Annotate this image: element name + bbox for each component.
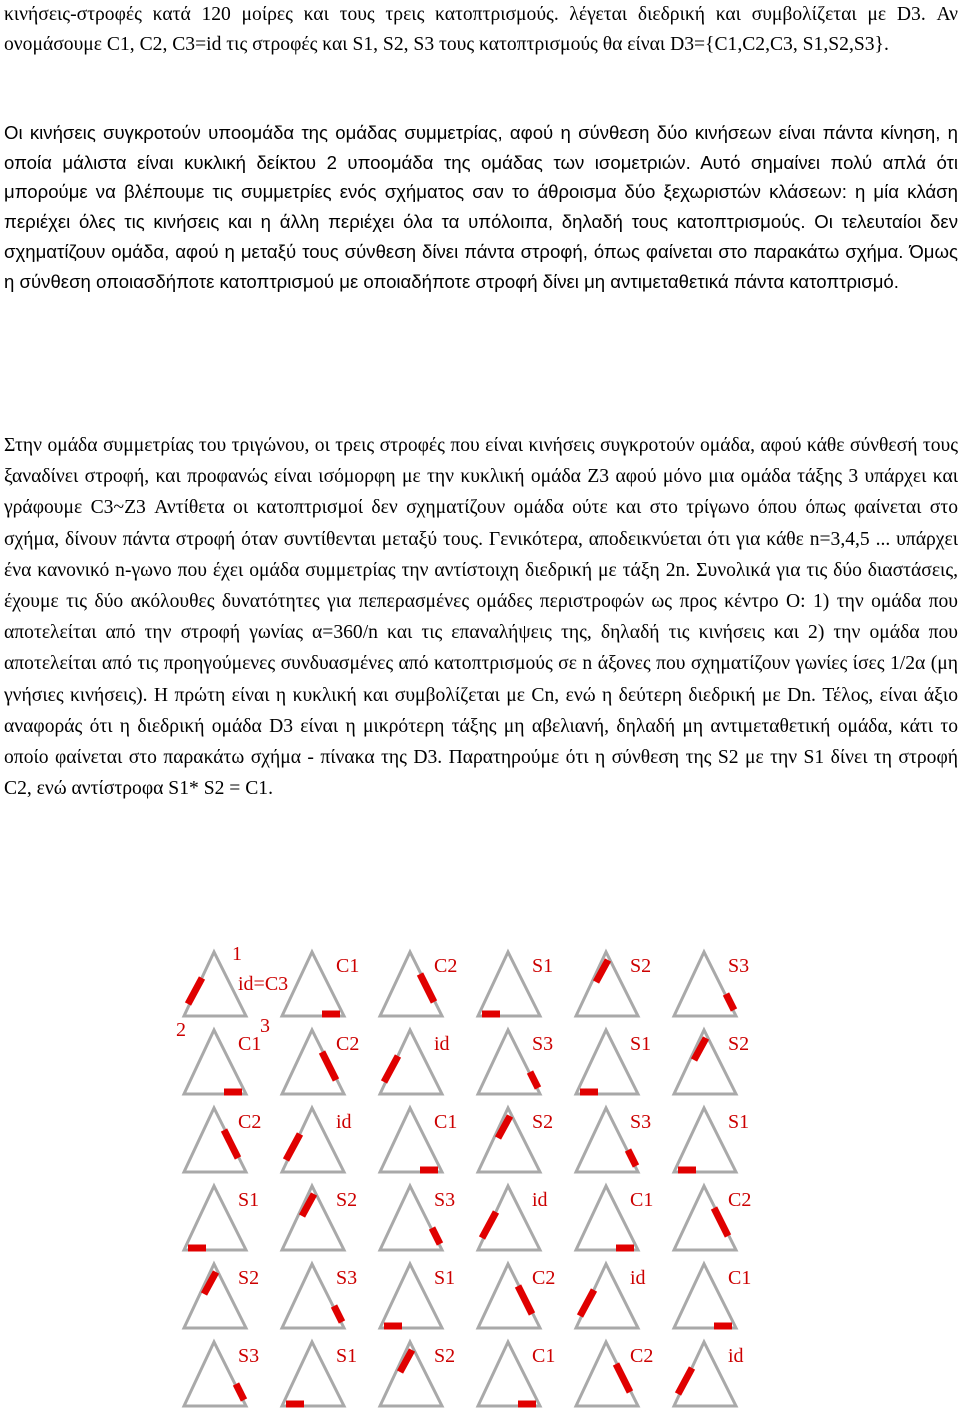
- table-cell-triangle: [282, 1264, 344, 1328]
- table-cell-label: id: [336, 1111, 352, 1133]
- table-cell-label: S2: [728, 1033, 750, 1055]
- table-cell-label: C2: [630, 1345, 654, 1367]
- table-cell-label: C1: [434, 1111, 458, 1133]
- table-cell-label: S3: [434, 1189, 456, 1211]
- table-cell-label: C1: [532, 1345, 556, 1367]
- paragraph-intro: κινήσεις-στροφές κατά 120 μοίρες και τους τρεις κατοπτρισμούς. λέγεται διεδρική και συμβολίζεται με D3. Αν ονομάσουμε C1, C2, C3=id τις στροφές και S1, S2, S3 τους κατοπτρισμούς θα είναι D3={C1,C2,C3, S1,S2,S3}.: [4, 4, 958, 55]
- table-cell-triangle: [674, 1264, 736, 1328]
- header-col-cell-label: C1: [238, 1033, 262, 1055]
- table-cell-label: S3: [532, 1033, 554, 1055]
- header-row-cell-triangle: [380, 952, 442, 1016]
- table-cell-triangle: [478, 1342, 540, 1406]
- table-cell-label: S1: [336, 1345, 358, 1367]
- table-cell-triangle: [576, 1030, 638, 1094]
- header-col-cell-label: S1: [238, 1189, 260, 1211]
- paragraph-triangle-group: Στην ομάδα συμμετρίας του τριγώνου, οι τρεις στροφές που είναι κινήσεις συγκροτούν ομάδα, αφού κάθε σύνθεσή τους ξαναδίνει στροφή, και προφανώς είναι ισόμορφη με την κυκλική ομάδα Z3 αφού μόνο μια ομάδα τάξης 3 υπάρχει και γράφουμε C3~Z3 Αντίθετα οι κατοπτρισμοί δεν σχηματίζουν ομάδα ούτε και στο τρίγωνο όπου όπως φαίνεται στο σχήμα, δίνουν πάντα στροφή όταν συντίθενται μεταξύ τους. Γενικότερα, αποδεικνύεται ότι για κάθε n=3,4,5 ... υπάρχει ένα κανονικό n-γωνο που έχει ομάδα συμμετρίας την αντίστοιχη διεδρική με τάξη 2n. Συνολικά για τις δύο διαστάσεις, έχουμε τις δύο ακόλουθες δυνατότητες για πεπερασμένες ομάδες περιστροφών ως προς κέντρο O: 1) την ομάδα που αποτελείται από την στροφή γωνίας α=360/n και τις επαναλήψεις της, δηλαδή τις κινήσεις και 2) την ομάδα που αποτελείται από τις προηγούμενες συνδυασμένες από κατοπτρισμούς σε n άξονες που σχηματίζουν γωνίες ίσες 1/2α (μη γνήσιες κινήσεις). Η πρώτη είναι η κυκλική και συμβολίζεται με Cn, ενώ η δεύτερη διεδρική με Dn. Τέλος, είναι άξιο αναφοράς ότι η διεδρική ομάδα D3 είναι η μικρότερη τάξης μη αβελιανή, δηλαδή μη αντιμεταθετική ομάδα, κάτι το οποίο φαίνεται στο παρακάτω σχήμα - πίνακα της D3. Παρατηρούμε ότι η σύνθεση της S2 με την S1 δίνει τη στροφή C2, ενώ αντίστροφα S1* S2 = C1.: [4, 435, 958, 800]
- header-row-cell-label: S3: [728, 955, 750, 977]
- table-cell-triangle: [576, 1186, 638, 1250]
- header-row-cell-triangle: [674, 952, 736, 1016]
- table-cell-triangle: [674, 1108, 736, 1172]
- table-cell-label: id: [728, 1345, 744, 1367]
- table-cell-label: id: [532, 1189, 548, 1211]
- header-col-cell-label: S3: [238, 1345, 260, 1367]
- table-cell-triangle: [674, 1342, 736, 1406]
- table-cell-label: S2: [532, 1111, 554, 1133]
- header-col-cell-triangle: [184, 1030, 246, 1094]
- table-cell-triangle: [282, 1030, 344, 1094]
- header-col-cell-triangle: [184, 1108, 246, 1172]
- table-cell-label: S1: [728, 1111, 750, 1133]
- table-cell-label: S3: [336, 1267, 358, 1289]
- table-cell-label: id: [434, 1033, 450, 1055]
- table-cell-label: C2: [728, 1189, 752, 1211]
- table-cell-label: S1: [630, 1033, 652, 1055]
- header-col-cell-label: C2: [238, 1111, 262, 1133]
- header-row-cell-label: S1: [532, 955, 554, 977]
- table-cell-triangle: [478, 1030, 540, 1094]
- paragraph-subgroups: Οι κινήσεις συγκροτούν υποομάδα της ομάδας συμμετρίας, αφού η σύνθεση δύο κινήσεων είναι πάντα κίνηση, η οποία μάλιστα είναι κυκλική δείκτου 2 υποομάδα της ομάδας των ισομετριών. Αυτό σημαίνει πολύ απλά ότι μπορούμε να βλέπουμε τις συμμετρίες ενός σχήματος σαν το άθροισμα δύο ξεχωριστών κλάσεων: η μία κλάση περιέχει όλες τις κινήσεις και η άλλη περιέχει όλα τα υπόλοιπα, δηλαδή τους κατοπτρισμούς. Οι τελευταίοι δεν σχηματίζουν ομάδα, αφού η μεταξύ τους σύνθεση δίνει πάντα στροφή, όπως φαίνεται στο παρακάτω σχήμα. Όμως η σύνθεση οποιασδήποτε κατοπτρισμού με οποιαδήποτε στροφή δίνει μη αντιμεταθετικά πάντα κατοπτρισμό.: [4, 122, 958, 292]
- header-col-cell-label: S2: [238, 1267, 260, 1289]
- table-cell-label: C1: [630, 1189, 654, 1211]
- corner-cell-label: id=C3: [238, 973, 289, 995]
- header-row-cell-label: S2: [630, 955, 652, 977]
- table-cell-label: C1: [728, 1267, 752, 1289]
- header-col-cell-triangle: [184, 1186, 246, 1250]
- table-cell-label: C2: [532, 1267, 556, 1289]
- vertex-label-1: 1: [232, 943, 242, 965]
- header-col-cell-triangle: [184, 1342, 246, 1406]
- table-cell-triangle: [282, 1108, 344, 1172]
- header-row-cell-label: C1: [336, 955, 360, 977]
- table-cell-label: S2: [434, 1345, 456, 1367]
- vertex-label-3: 3: [260, 1015, 270, 1037]
- table-cell-triangle: [576, 1108, 638, 1172]
- table-cell-triangle: [282, 1342, 344, 1406]
- table-cell-label: id: [630, 1267, 646, 1289]
- table-cell-triangle: [576, 1342, 638, 1406]
- table-cell-label: S1: [434, 1267, 456, 1289]
- table-cell-label: S3: [630, 1111, 652, 1133]
- header-row-cell-label: C2: [434, 955, 458, 977]
- header-row-cell-triangle: [478, 952, 540, 1016]
- table-cell-triangle: [380, 1030, 442, 1094]
- table-cell-label: C2: [336, 1033, 360, 1055]
- table-cell-triangle: [478, 1186, 540, 1250]
- table-cell-triangle: [380, 1108, 442, 1172]
- table-cell-triangle: [478, 1264, 540, 1328]
- table-cell-triangle: [576, 1264, 638, 1328]
- table-cell-triangle: [380, 1264, 442, 1328]
- table-cell-label: S2: [336, 1189, 358, 1211]
- table-cell-triangle: [674, 1186, 736, 1250]
- d3-cayley-table-figure: [172, 940, 772, 1410]
- vertex-label-2: 2: [176, 1019, 186, 1041]
- header-row-cell-triangle: [282, 952, 344, 1016]
- table-cell-triangle: [380, 1186, 442, 1250]
